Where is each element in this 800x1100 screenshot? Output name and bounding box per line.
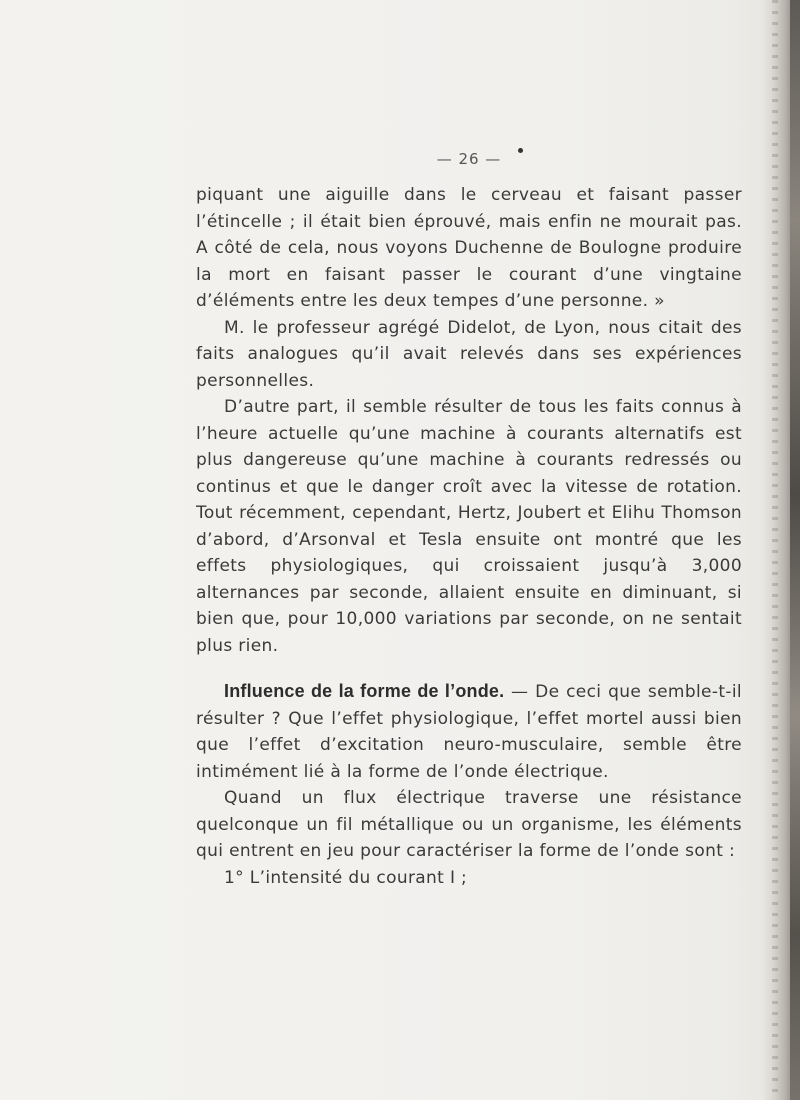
book-spine-shadow (762, 0, 800, 1100)
page-text-block (196, 150, 742, 891)
section-heading: Influence de la forme de l’onde. (224, 681, 505, 701)
paragraph-alternating-currents: D’autre part, il semble résulter de tous les faits connus à l’heure actuelle qu’une machine à courants alternatifs est plus dangereuse qu’une machine à courants redressés ou continus et que le danger croît avec la vitesse de rotation. Tout récemment, cependant, Hertz, Joubert et Elihu Thomson d’abord, d’Arsonval et Tesla ensuite ont montré que les effets physiologiques, qui croissaient jusqu’à 3,000 alternances par seconde, allaient ensuite en diminuant, si bien que, pour 10,000 variations par seconde, on ne sentait plus rien. (196, 397, 742, 656)
section-heading-text: — De ceci que semble-t-il résulter ? Que l’effet physiologique, l’effet mortel aussi bien que l’effet d’excitation neuro-musculaire, semble être intimément lié à la forme de l’onde électrique. (196, 682, 742, 782)
paragraph-continuation: piquant une aiguille dans le cerveau et faisant passer l’étincelle ; il était bien éprouvé, mais enfin ne mourait pas. A côté de cela, nous voyons Duchenne de Boulogne produire la mort en faisant passer le courant d’une vingtaine d’éléments entre les deux tempes d’une personne. » (196, 185, 742, 311)
paragraph-flux: Quand un flux électrique traverse une résistance quelconque un fil métallique ou un organisme, les éléments qui entrent en jeu pour caractériser la forme de l’onde sont : (196, 788, 742, 861)
paragraph-didelot: M. le professeur agrégé Didelot, de Lyon, nous citait des faits analogues qu’il avait relevés dans ses expériences personnelles. (196, 317, 742, 391)
list-item-intensity: 1° L’intensité du courant I ; (224, 867, 468, 888)
section-wave-form (196, 678, 742, 785)
page-number: — 26 — (436, 150, 502, 168)
